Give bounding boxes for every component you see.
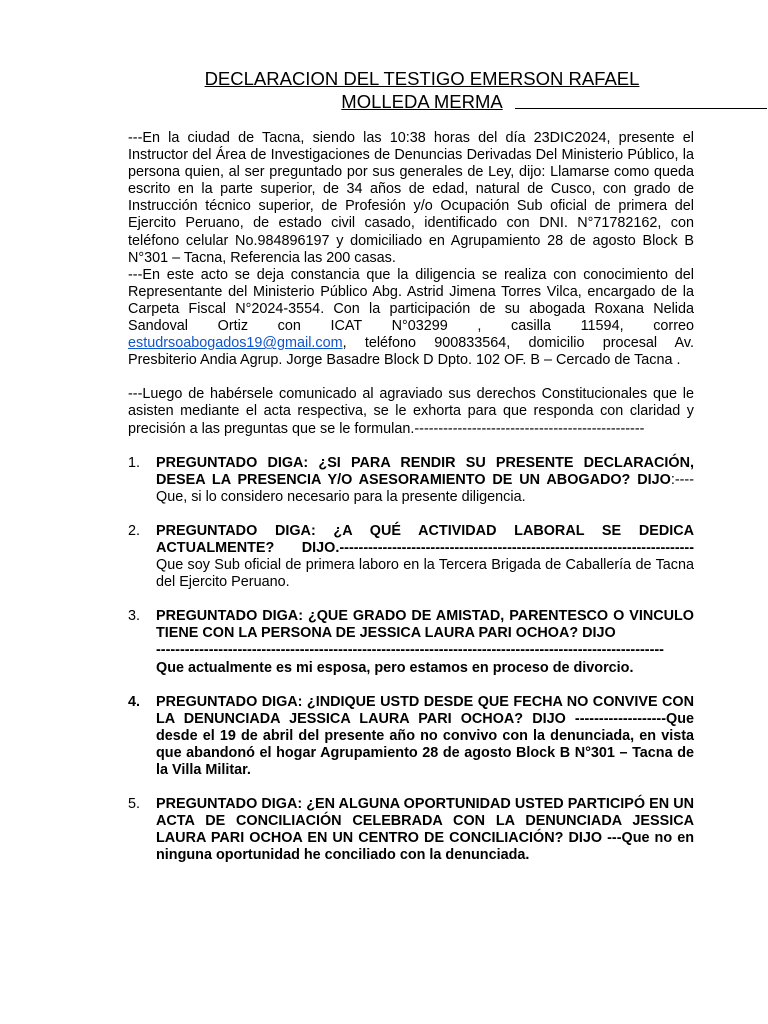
question-item-2 xyxy=(128,523,694,591)
question-text: PREGUNTADO DIGA: ¿INDIQUE USTD DESDE QUE FECHA NO CONVIVE CON LA DENUNCIADA JESSICA LAURA PARI OCHOA? DIJO ------------------- xyxy=(156,693,694,727)
document-title xyxy=(130,67,714,113)
question-item-5 xyxy=(128,796,694,864)
question-text: PREGUNTADO DIGA: ¿A QUÉ ACTIVIDAD LABORAL SE DEDICA ACTUALMENTE? DIJO.-------------------------------------------------------------------------- xyxy=(156,522,694,556)
question-number: 4. xyxy=(128,693,141,710)
question-number: 1. xyxy=(128,454,141,471)
dash-filler: ---------------------------------------------------------------------------------------------------------- xyxy=(156,642,664,659)
question-text: PREGUNTADO DIGA: ¿SI PARA RENDIR SU PRESENTE DECLARACIÓN, DESEA LA PRESENCIA Y/O ASESORAMIENTO DE UN ABOGADO? DIJO xyxy=(156,454,694,488)
presence-paragraph xyxy=(128,267,694,370)
question-number: 2. xyxy=(128,522,141,539)
document-body xyxy=(128,130,694,881)
answer-text: Que no en ninguna oportunidad he conciliado con la denunciada. xyxy=(156,830,694,864)
question-text: PREGUNTADO DIGA: ¿EN ALGUNA OPORTUNIDAD USTED PARTICIPÓ EN UN ACTA DE CONCILIACIÓN CELEBRADA CON LA DENUNCIADA JESSICA LAURA PARI OCHOA EN UN CENTRO DE CONCILIACIÓN? DIJO --- xyxy=(156,796,694,847)
question-item-3 xyxy=(128,608,694,676)
answer-text: Que soy Sub oficial de primera laboro en la Tercera Brigada de Caballería de Tacna del Ejercito Peruano. xyxy=(156,557,694,591)
question-list xyxy=(128,455,694,865)
title-underline-extension xyxy=(515,108,767,109)
email-link[interactable]: estudrsoabogados19@gmail.com xyxy=(128,335,343,352)
presence-text-start: ---En este acto se deja constancia que la diligencia se realiza con conocimiento del Representante del Ministerio Público Abg. Astrid Jimena Torres Vilca, encargado de la Carpeta Fiscal N°2024-3554. Con la participación de su abogada Roxana Nelida Sandoval Ortiz con ICAT N°03299 , casilla 11594, correo xyxy=(128,266,694,335)
answer-text: Que desde el 19 de abril del presente año no convivo con la denunciada, en vista que abandonó el hogar Agrupamiento 28 de agosto Block B N°301 – Tacna de la Villa Militar. xyxy=(156,710,694,778)
presence-text-end: , teléfono 900833564, domicilio procesal Av. Presbiterio Andia Agrup. Jorge Basadre Block D Dpto. 102 OF. B – Cercado de Tacna . xyxy=(128,335,694,369)
title-line-2: MOLLEDA MERMA xyxy=(341,91,503,112)
answer-text: :---- Que, si lo considero necesario para la presente diligencia. xyxy=(156,471,694,505)
question-number: 3. xyxy=(128,608,141,625)
title-line-1: DECLARACION DEL TESTIGO EMERSON RAFAEL xyxy=(204,68,640,89)
question-item-1 xyxy=(128,455,694,506)
rights-paragraph: ---Luego de habérsele comunicado al agraviado sus derechos Constitucionales que le asisten mediante el acta respectiva, se le exhorta para que responda con claridad y precisión a las preguntas que se le formulan.------------------------------------------------ xyxy=(128,386,694,437)
question-text: PREGUNTADO DIGA: ¿QUE GRADO DE AMISTAD, PARENTESCO O VINCULO TIENE CON LA PERSONA DE JESSICA LAURA PARI OCHOA? DIJO xyxy=(156,608,694,642)
intro-paragraph: ---En la ciudad de Tacna, siendo las 10:38 horas del día 23DIC2024, presente el Instructor del Área de Investigaciones de Denuncias Derivadas Del Ministerio Público, la persona quien, al ser preguntado por sus generales de Ley, dijo: Llamarse como queda escrito en la parte superior, de 34 años de edad, natural de Cusco, con grado de Instrucción técnico superior, de Profesión y/o Ocupación Sub oficial de primera del Ejercito Peruano, de estado civil casado, identificado con DNI. N°71782162, con teléfono celular No.984896197 y domiciliado en Agrupamiento 28 de agosto Block B N°301 – Tacna, Referencia las 200 casas. xyxy=(128,130,694,266)
question-number: 5. xyxy=(128,796,141,813)
answer-text: Que actualmente es mi esposa, pero estamos en proceso de divorcio. xyxy=(156,659,634,676)
question-item-4 xyxy=(128,694,694,779)
